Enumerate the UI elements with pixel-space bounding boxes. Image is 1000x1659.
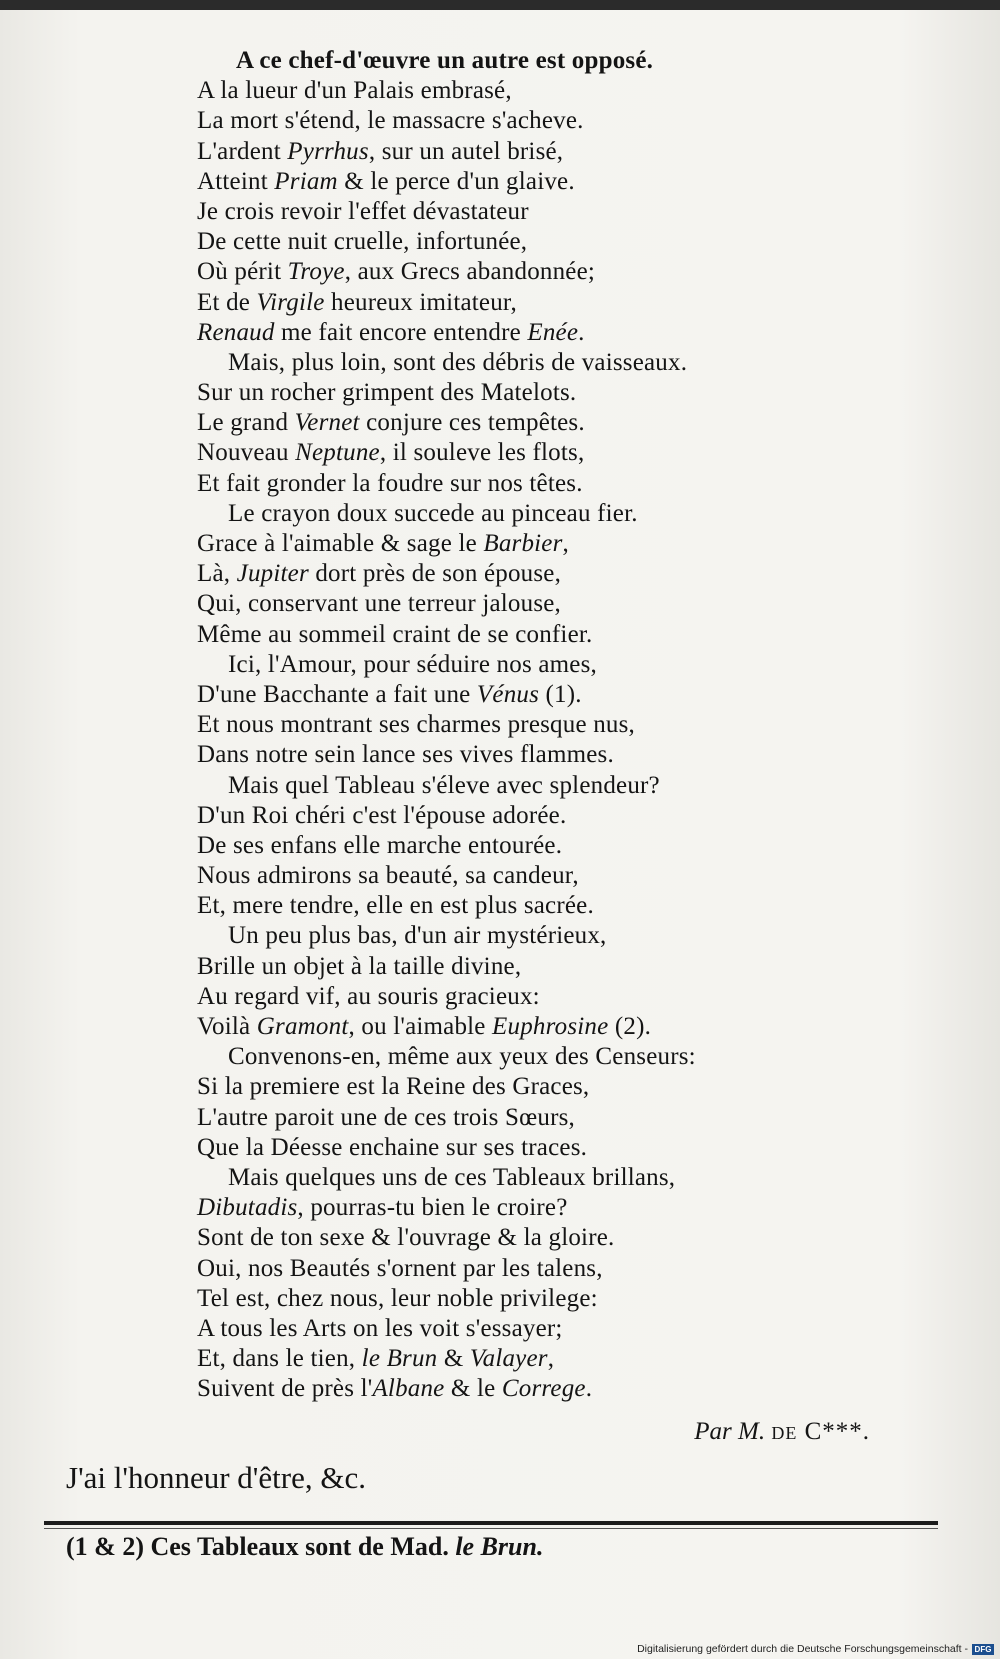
poem-line-text: Mais quelques uns de ces Tableaux brillans, — [228, 1163, 676, 1191]
poem-line-text: A la lueur d'un Palais embrasé, — [197, 77, 512, 105]
poem-line-text: Un peu plus bas, d'un air mystérieux, — [228, 922, 607, 950]
poem-line-text: , ou l'aimable — [348, 1013, 493, 1040]
poem-line-text: , sur un autel brisé, — [368, 137, 564, 165]
poem-line-text: Grace à l'aimable & sage le — [197, 530, 484, 557]
poem-line-text: . — [585, 1375, 593, 1403]
poem-line-text: Je crois revoir l'effet dévastateur — [197, 197, 529, 225]
poem-line — [0, 318, 1000, 348]
poem-line-italic: Correge — [501, 1375, 586, 1403]
poem-line — [0, 982, 1000, 1012]
footnote — [66, 1532, 543, 1562]
poem-line-text: Brille un objet à la taille divine, — [197, 952, 522, 980]
digitization-credit — [637, 1643, 994, 1655]
poem-line — [0, 680, 1000, 710]
poem-line-text: Dans notre sein lance ses vives flammes. — [197, 741, 614, 769]
poem-line-text: Oui, nos Beautés s'ornent par les talens, — [197, 1254, 603, 1282]
poem-line-text: Si la premiere est la Reine des Graces, — [197, 1073, 590, 1101]
poem-line-text: Sont de ton sexe & l'ouvrage & la gloire. — [197, 1224, 615, 1252]
poem-line-text: , — [547, 1345, 555, 1373]
poem-line-text: Le crayon doux succede au pinceau fier. — [228, 499, 638, 527]
poem-line-text: & le — [444, 1375, 502, 1403]
poem-line — [0, 499, 1000, 529]
poem-line-text: & — [437, 1345, 470, 1373]
poem-line — [0, 529, 1000, 559]
poem-line-italic: Gramont — [256, 1013, 349, 1040]
poem-line-text: De ses enfans elle marche entourée. — [197, 831, 563, 859]
poem-line — [0, 891, 1000, 921]
poem-line — [0, 740, 1000, 770]
poem-line — [0, 620, 1000, 650]
poem-line — [0, 1254, 1000, 1284]
poem-line-text: dort près de son épouse, — [308, 560, 562, 588]
poem-line-italic: Dibutadis — [197, 1194, 298, 1222]
poem-line-italic: Virgile — [256, 288, 325, 316]
poem-line — [0, 378, 1000, 408]
poem-line-text: , pourras-tu bien le croire? — [297, 1194, 568, 1222]
poem-line — [0, 921, 1000, 951]
poem-line — [0, 288, 1000, 318]
poem-line-italic: Neptune — [295, 439, 380, 467]
poem-line — [0, 559, 1000, 589]
poem-line — [0, 771, 1000, 801]
footnote-name: le Brun. — [455, 1532, 544, 1561]
poem-line-text: La mort s'étend, le massacre s'acheve. — [197, 107, 584, 135]
poem-line — [0, 1223, 1000, 1253]
poem-line-text: Mais quel Tableau s'éleve avec splendeur? — [228, 771, 660, 799]
poem-line-text: me fait encore entendre — [274, 318, 528, 346]
poem-line — [0, 197, 1000, 227]
poem-line-text: Et, mere tendre, elle en est plus sacrée. — [197, 892, 594, 920]
poem-line-text: De cette nuit cruelle, infortunée, — [197, 228, 528, 256]
poem-line — [0, 861, 1000, 891]
dfg-logo-icon: DFG — [972, 1644, 994, 1655]
poem-line — [0, 257, 1000, 287]
poem-line — [0, 167, 1000, 197]
closing-formula: J'ai l'honneur d'être, &c. — [66, 1460, 366, 1495]
poem-line-text: (1). — [539, 680, 582, 708]
poem-line-text: Et fait gronder la foudre sur nos têtes. — [197, 469, 583, 497]
poem-line-text: Et nous montrant ses charmes presque nus, — [197, 711, 635, 739]
poem-line-text: Nous admirons sa beauté, sa candeur, — [197, 862, 579, 890]
poem-line — [0, 710, 1000, 740]
poem-line-italic: Jupiter — [236, 560, 309, 588]
poem-line-italic: Albane — [372, 1375, 445, 1403]
poem-line — [0, 469, 1000, 499]
poem-line — [0, 1012, 1000, 1042]
poem-line — [0, 1042, 1000, 1072]
poem-line-text: L'autre paroit une de ces trois Sœurs, — [197, 1103, 575, 1131]
poem-line-text: Même au sommeil craint de se confier. — [197, 620, 593, 648]
poem-line-italic: le Brun — [361, 1345, 438, 1373]
poem-line-text: , il souleve les flots, — [379, 439, 585, 467]
poem-line-text: heureux imitateur, — [324, 288, 517, 316]
poem-line-italic: Renaud — [197, 318, 275, 346]
poem-line-text: A tous les Arts on les voit s'essayer; — [197, 1314, 563, 1342]
poem-line-italic: Pyrrhus — [287, 137, 369, 165]
poem-line — [0, 831, 1000, 861]
footnote-text: Ces Tableaux sont de Mad. — [143, 1532, 456, 1561]
poem-line — [0, 137, 1000, 167]
poem-line-italic: Barbier — [483, 530, 563, 557]
poem-line-italic: Vénus — [476, 680, 540, 708]
signature-prefix: Par M. — [694, 1418, 766, 1445]
poem-line — [0, 348, 1000, 378]
footnote-marker: (1 & 2) — [66, 1532, 144, 1561]
poem-line-text: Atteint — [197, 167, 275, 195]
poem-line — [0, 46, 1000, 76]
footnote-rule — [44, 1521, 938, 1525]
poem-line-text: Suivent de près l' — [197, 1375, 373, 1403]
poem-line-text: L'ardent — [197, 137, 288, 165]
poem-line-italic: Vernet — [294, 409, 360, 437]
poem-line-text: Tel est, chez nous, leur noble privilege: — [197, 1284, 598, 1312]
poem-line-text: Voilà — [197, 1013, 257, 1040]
poem-line-italic: Enée — [527, 318, 579, 346]
poem-line-italic: Valayer — [469, 1345, 548, 1373]
poem-line-text: , aux Grecs abandonnée; — [344, 258, 596, 286]
poem-line-text: Et, dans le tien, — [197, 1345, 362, 1373]
author-signature — [694, 1418, 870, 1446]
poem-line-text: Mais, plus loin, sont des débris de vaisseaux. — [228, 348, 688, 376]
poem-line-text: conjure ces tempêtes. — [359, 409, 585, 437]
poem-line-text: Et de — [197, 288, 257, 316]
poem-line — [0, 1284, 1000, 1314]
poem-line-text: Que la Déesse enchaine sur ses traces. — [197, 1133, 588, 1161]
poem-body — [0, 46, 1000, 1404]
poem-line-text: A ce chef-d'œuvre un autre est opposé. — [236, 47, 654, 74]
poem-line-text: Nouveau — [197, 439, 296, 467]
poem-line — [0, 650, 1000, 680]
poem-line — [0, 952, 1000, 982]
poem-line-italic: Troye — [287, 258, 345, 286]
poem-line — [0, 76, 1000, 106]
poem-line-text: Sur un rocher grimpent des Matelots. — [197, 379, 577, 407]
poem-line — [0, 589, 1000, 619]
poem-line-text: . — [578, 318, 585, 346]
poem-line — [0, 1163, 1000, 1193]
poem-line-text: Où périt — [197, 258, 288, 286]
poem-line — [0, 438, 1000, 468]
credit-text: Digitalisierung gefördert durch die Deutsche Forschungsgemeinschaft - — [637, 1643, 968, 1655]
page-top-edge — [0, 0, 1000, 10]
poem-line — [0, 1103, 1000, 1133]
poem-line — [0, 801, 1000, 831]
poem-line — [0, 1072, 1000, 1102]
poem-line-italic: Priam — [274, 167, 338, 195]
poem-line — [0, 1314, 1000, 1344]
poem-line — [0, 227, 1000, 257]
poem-line-text: & le perce d'un glaive. — [337, 167, 575, 195]
poem-line-text: Ici, l'Amour, pour séduire nos ames, — [228, 650, 597, 678]
poem-line — [0, 1344, 1000, 1374]
poem-line-text: D'une Bacchante a fait une — [197, 680, 477, 708]
poem-line-text: Là, — [197, 560, 237, 588]
poem-line-text: , — [562, 530, 569, 557]
poem-line-text: (2). — [608, 1013, 652, 1040]
poem-line — [0, 1133, 1000, 1163]
poem-line-text: D'un Roi chéri c'est l'épouse adorée. — [197, 801, 567, 829]
poem-line-text: Qui, conservant une terreur jalouse, — [197, 590, 562, 618]
poem-line — [0, 1193, 1000, 1223]
poem-line-text: Le grand — [197, 409, 295, 437]
poem-line-italic: Euphrosine — [492, 1013, 609, 1040]
poem-line — [0, 408, 1000, 438]
signature-name: de C***. — [771, 1418, 870, 1445]
poem-line — [0, 1374, 1000, 1404]
poem-line-text: Convenons-en, même aux yeux des Censeurs: — [228, 1043, 696, 1071]
poem-line-text: Au regard vif, au souris gracieux: — [197, 982, 540, 1010]
poem-line — [0, 106, 1000, 136]
